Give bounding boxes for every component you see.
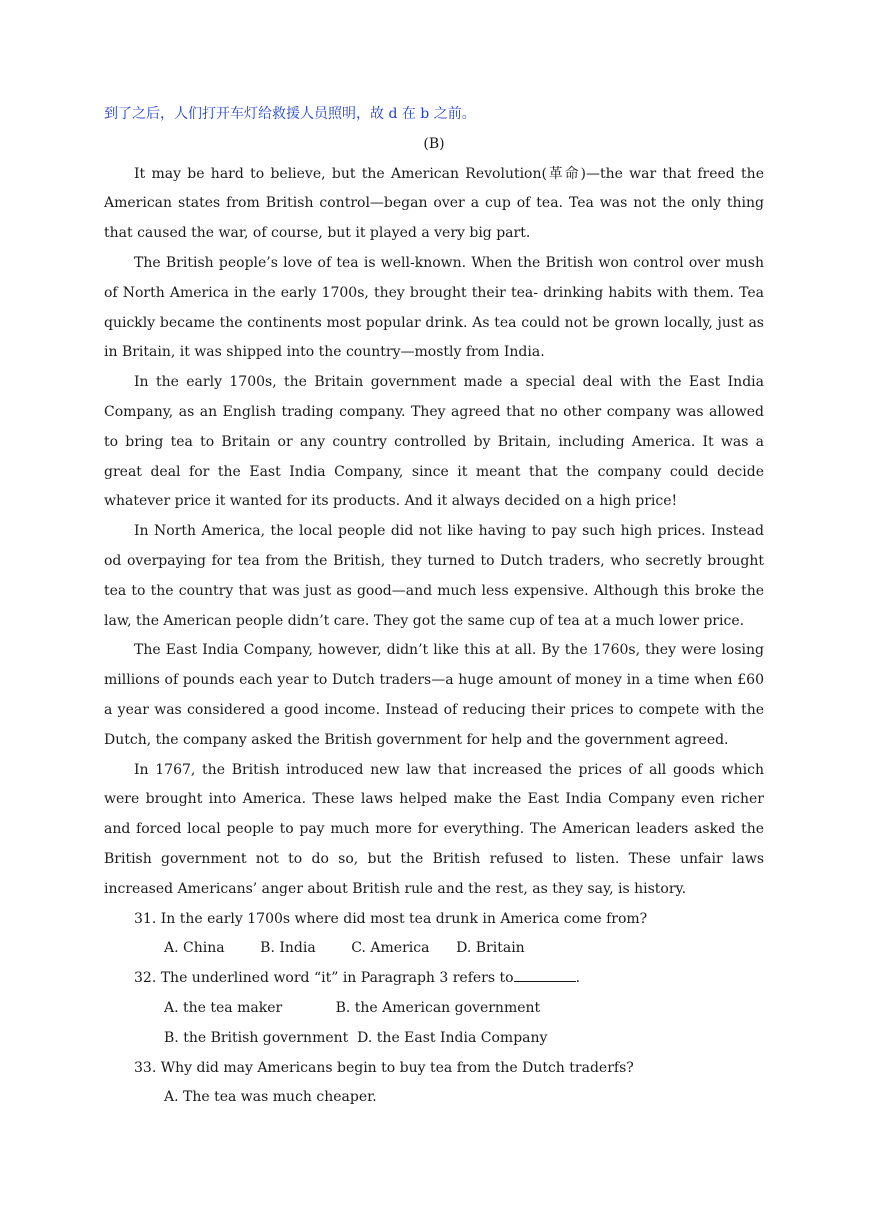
paragraph-3: In the early 1700s, the Britain government made a special deal with the East India Company, as an English trading company. They agreed that no other company was allowed to bring tea to Britain or any country controlled by Britain, including America. It was a great deal for the East India Company, since it meant that the company could decide whatever price it wanted for its products. And it always decided on a high price! <box>104 374 764 510</box>
answer-blank <box>514 967 576 982</box>
question-32-options-row-1: A. the tea maker B. the American government <box>164 999 541 1016</box>
question-31-stem: 31. In the early 1700s where did most tea drunk in America come from? <box>134 910 648 927</box>
question-32-stem-end: . <box>575 970 581 987</box>
question-31-options: A. China B. India C. America D. Britain <box>164 940 525 957</box>
document-page <box>104 100 764 1113</box>
question-32-options-row-2: B. the British government D. the East India Company <box>164 1029 548 1046</box>
question-33-stem: 33. Why did may Americans begin to buy tea from the Dutch traderfs? <box>134 1059 634 1076</box>
question-32-stem-text: 32. The underlined word “it” in Paragraph 3 refers to <box>134 970 514 987</box>
paragraph-5: The East India Company, however, didn’t like this at all. By the 1760s, they were losing millions of pounds each year to Dutch traders—a huge amount of money in a time when £60 a year was considered a good income. Instead of reducing their prices to compete with the Dutch, the company asked the British government for help and the government agreed. <box>104 642 764 748</box>
paragraph-4: In North America, the local people did not like having to pay such high prices. Instead od overpaying for tea from the British, they turned to Dutch traders, who secretly brought tea to the country that was just as good—and much less expensive. Although this broke the law, the American people didn’t care. They got the same cup of tea at a much lower price. <box>104 523 764 629</box>
section-label: (B) <box>423 135 445 152</box>
answer-note: 到了之后，人们打开车灯给救援人员照明，故 d 在 b 之前。 <box>104 106 476 122</box>
paragraph-1: It may be hard to believe, but the American Revolution(革命)—the war that freed the American states from British control—began over a cup of tea. Tea was not the only thing that caused the war, of course, but it played a very big part. <box>104 165 764 242</box>
paragraph-6: In 1767, the British introduced new law that increased the prices of all goods which were brought into America. These laws helped make the East India Company even richer and forced local people to pay much more for everything. The American leaders asked the British government not to do so, but the British refused to listen. These unfair laws increased Americans’ anger about British rule and the rest, as they say, is history. <box>104 761 764 897</box>
question-32-stem <box>104 964 764 994</box>
paragraph-2: The British people’s love of tea is well-known. When the British won control over mush of North America in the early 1700s, they brought their tea- drinking habits with them. Tea quickly became the continents most popular drink. As tea could not be grown locally, just as in Britain, it was shipped into the country—mostly from India. <box>104 254 764 361</box>
question-33-option-a: A. The tea was much cheaper. <box>164 1089 377 1106</box>
